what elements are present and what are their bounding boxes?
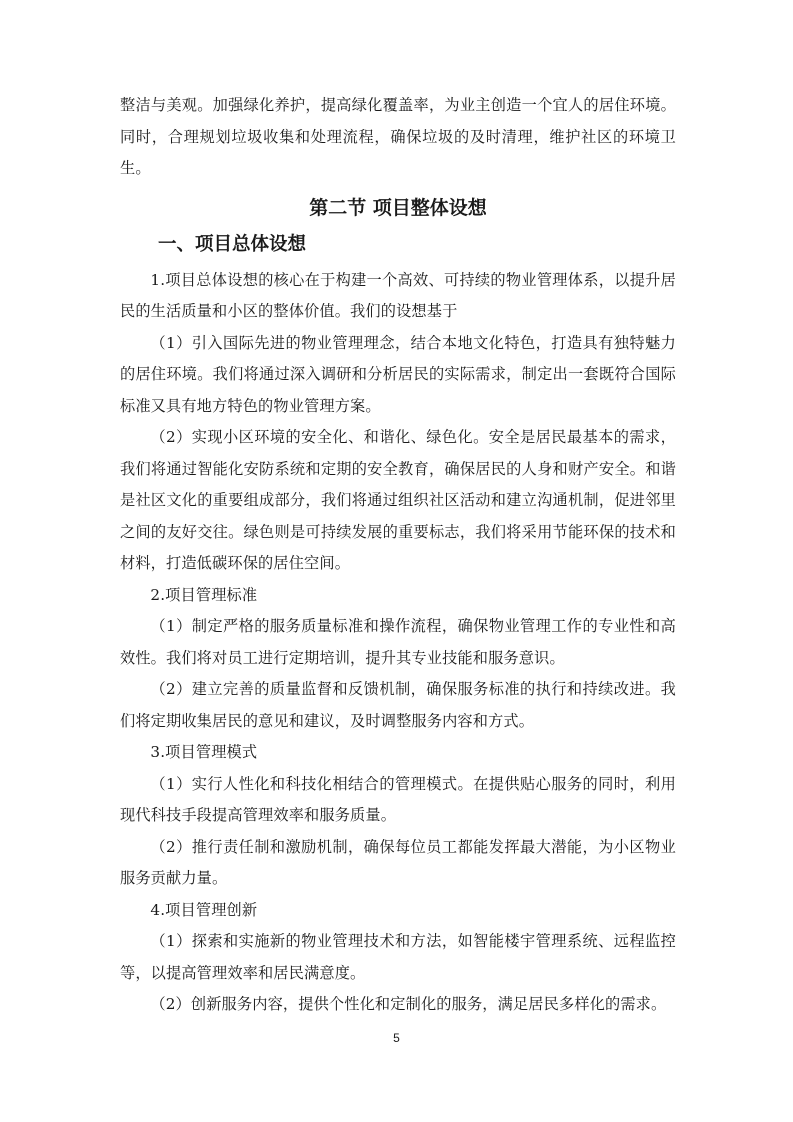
paragraph-2-2: （2）建立完善的质量监督和反馈机制，确保服务标准的执行和持续改进。我们将定期收集居民的意见和建议，及时调整服务内容和方式。 xyxy=(120,680,676,730)
paragraph-2-1: （1）制定严格的服务质量标准和操作流程，确保物业管理工作的专业性和高效性。我们将对员工进行定期培训，提升其专业技能和服务意识。 xyxy=(120,617,676,667)
paragraph-1-2: （2）实现小区环境的安全化、和谐化、绿色化。安全是居民最基本的需求，我们将通过智能化安防系统和定期的安全教育，确保居民的人身和财产安全。和谐是社区文化的重要组成部分，我们将通过组织社区活动和建立沟通机制，促进邻里之间的友好交往。绿色则是可持续发展的重要标志，我们将采用节能环保的技术和材料，打造低碳环保的居住空间。 xyxy=(120,428,676,572)
document-page xyxy=(120,90,676,1021)
heading-2-management-standard: 2.项目管理标准 xyxy=(150,585,258,604)
section-title: 第二节 项目整体设想 xyxy=(309,196,487,219)
sub-title: 一、项目总体设想 xyxy=(158,233,307,255)
paragraph-3-2: （2）推行责任制和激励机制，确保每位员工都能发挥最大潜能，为小区物业服务贡献力量。 xyxy=(120,837,676,887)
paragraph-continued: 整洁与美观。加强绿化养护，提高绿化覆盖率，为业主创造一个宜人的居住环境。同时，合理规划垃圾收集和处理流程，确保垃圾的及时清理，维护社区的环境卫生。 xyxy=(120,96,676,177)
paragraph-1: 1.项目总体设想的核心在于构建一个高效、可持续的物业管理体系，以提升居民的生活质量和小区的整体价值。我们的设想基于 xyxy=(120,270,676,320)
page-number: 5 xyxy=(393,1031,400,1045)
heading-4-management-innovation: 4.项目管理创新 xyxy=(150,900,258,919)
heading-3-management-mode: 3.项目管理模式 xyxy=(150,743,258,761)
paragraph-3-1: （1）实行人性化和科技化相结合的管理模式。在提供贴心服务的同时，利用现代科技手段提高管理效率和服务质量。 xyxy=(120,774,676,824)
paragraph-1-1: （1）引入国际先进的物业管理理念，结合本地文化特色，打造具有独特魅力的居住环境。我们将通过深入调研和分析居民的实际需求，制定出一套既符合国际标准又具有地方特色的物业管理方案。 xyxy=(120,333,676,415)
paragraph-4-1: （1）探索和实施新的物业管理技术和方法，如智能楼宇管理系统、远程监控等，以提高管理效率和居民满意度。 xyxy=(120,932,676,982)
paragraph-4-2: （2）创新服务内容，提供个性化和定制化的服务，满足居民多样化的需求。 xyxy=(150,995,667,1013)
